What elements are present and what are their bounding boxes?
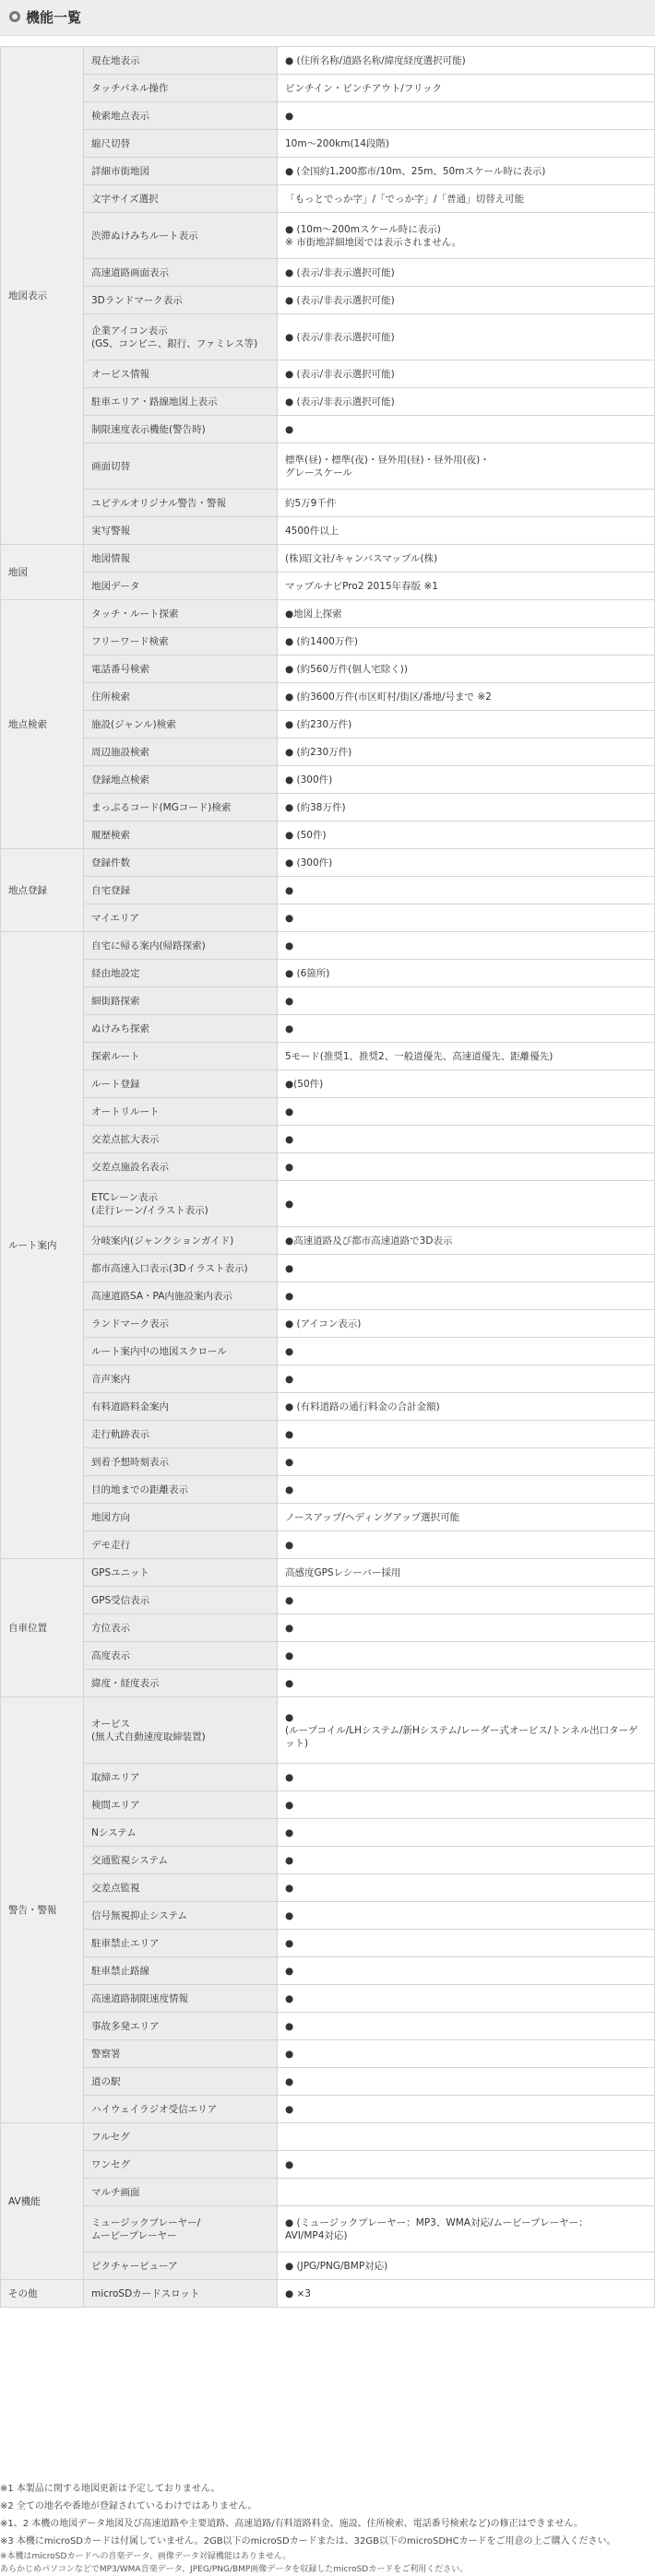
feature-name-cell: 制限速度表示機能(警告時)	[84, 416, 278, 443]
table-row	[1, 545, 655, 573]
category-cell: 地図	[1, 545, 84, 600]
feature-value-cell: 標準(昼)・標準(夜)・昼外用(昼)・昼外用(夜)・ グレースケール	[278, 443, 655, 490]
table-row	[1, 1764, 655, 1791]
feature-value-cell: ●	[278, 2040, 655, 2068]
feature-value-cell: ●地図上探索	[278, 600, 655, 628]
table-row	[1, 1070, 655, 1098]
feature-value-cell: マップルナビPro2 2015年春版 ※1	[278, 573, 655, 600]
feature-value-cell: ●	[278, 1587, 655, 1614]
table-row	[1, 1559, 655, 1587]
table-row	[1, 849, 655, 877]
feature-name-cell: GPS受信表示	[84, 1587, 278, 1614]
table-row	[1, 2013, 655, 2040]
table-row	[1, 1153, 655, 1181]
feature-value-cell: ● (約230万件)	[278, 711, 655, 739]
feature-name-cell: オービス (無人式自動速度取締装置)	[84, 1697, 278, 1764]
table-row	[1, 1531, 655, 1559]
footnote-line-2: あらかじめパソコンなどでMP3/WMA音楽データ、JPEG/PNG/BMP画像データを収録したmicroSDカードをご利用ください。	[0, 2565, 469, 2574]
feature-value-cell: 高感度GPSレシーバー採用	[278, 1559, 655, 1587]
feature-value-cell: ●	[278, 904, 655, 932]
feature-value-cell: ● ×3	[278, 2280, 655, 2308]
feature-name-cell: microSDカードスロット	[84, 2280, 278, 2308]
table-row	[1, 1957, 655, 1985]
feature-name-cell: 信号無視抑止システム	[84, 1902, 278, 1930]
section-header	[0, 0, 655, 36]
feature-value-cell: ●	[278, 1531, 655, 1559]
table-row	[1, 47, 655, 75]
feature-value-cell: ●	[278, 1448, 655, 1476]
feature-value-cell: ●	[278, 1819, 655, 1847]
feature-value-cell: 10m〜200km(14段階)	[278, 130, 655, 158]
feature-value-cell: ● (アイコン表示)	[278, 1310, 655, 1338]
feature-name-cell: 履歴検索	[84, 821, 278, 849]
category-cell: 自車位置	[1, 1559, 84, 1697]
table-row	[1, 517, 655, 545]
feature-name-cell: 自宅に帰る案内(帰路探索)	[84, 932, 278, 960]
feature-value-cell: ●	[278, 1764, 655, 1791]
feature-value-cell	[278, 2179, 655, 2206]
table-row	[1, 766, 655, 794]
table-row	[1, 1126, 655, 1153]
table-row	[1, 75, 655, 102]
table-row	[1, 2040, 655, 2068]
feature-name-cell: 到着予想時刻表示	[84, 1448, 278, 1476]
feature-value-cell: ● (表示/非表示選択可能)	[278, 360, 655, 388]
feature-name-cell: 取締エリア	[84, 1764, 278, 1791]
table-row	[1, 416, 655, 443]
feature-name-cell: オービス情報	[84, 360, 278, 388]
feature-value-cell: ●	[278, 1476, 655, 1504]
feature-name-cell: タッチ・ルート探索	[84, 600, 278, 628]
feature-value-cell: ● (50件)	[278, 821, 655, 849]
table-row	[1, 185, 655, 213]
feature-value-cell: ●高速道路及び都市高速道路で3D表示	[278, 1227, 655, 1255]
feature-value-cell: ●	[278, 2151, 655, 2179]
table-row	[1, 1504, 655, 1531]
table-row	[1, 1043, 655, 1070]
feature-value-cell: ●	[278, 1985, 655, 2013]
feature-name-cell: 道の駅	[84, 2068, 278, 2096]
feature-name-cell: まっぷるコード(MGコード)検索	[84, 794, 278, 821]
feature-value-cell: ● (有料道路の通行料金の合計金額)	[278, 1393, 655, 1421]
feature-table	[0, 46, 655, 2308]
feature-value-cell	[278, 2123, 655, 2151]
table-row	[1, 213, 655, 259]
feature-value-cell: (株)昭文社/キャンバスマップル(株)	[278, 545, 655, 573]
table-row	[1, 1791, 655, 1819]
feature-value-cell: ●	[278, 1098, 655, 1126]
table-row	[1, 1614, 655, 1642]
table-row	[1, 1985, 655, 2013]
table-row	[1, 1227, 655, 1255]
category-cell: 地点検索	[1, 600, 84, 849]
category-cell: その他	[1, 2280, 84, 2308]
feature-name-cell: ユピテルオリジナル警告・警報	[84, 490, 278, 517]
feature-value-cell: ●	[278, 932, 655, 960]
table-row	[1, 443, 655, 490]
feature-value-cell: ●	[278, 987, 655, 1015]
feature-value-cell: ●	[278, 1874, 655, 1902]
feature-value-cell: ●	[278, 2068, 655, 2096]
feature-name-cell: 警察署	[84, 2040, 278, 2068]
feature-name-cell: 交差点拡大表示	[84, 1126, 278, 1153]
notes-section	[0, 2480, 655, 2576]
feature-name-cell: 登録件数	[84, 849, 278, 877]
feature-name-cell: 検索地点表示	[84, 102, 278, 130]
feature-name-cell: 交差点施設名表示	[84, 1153, 278, 1181]
category-cell: AV機能	[1, 2123, 84, 2280]
table-row	[1, 102, 655, 130]
feature-name-cell: 企業アイコン表示 (GS、コンビニ、銀行、ファミレス等)	[84, 314, 278, 360]
feature-value-cell: ● (約230万件)	[278, 739, 655, 766]
feature-name-cell: 施設(ジャンル)検索	[84, 711, 278, 739]
table-row	[1, 904, 655, 932]
feature-value-cell: ●	[278, 1255, 655, 1282]
feature-value-cell: ● (ループコイル/LHシステム/新Hシステム/レーダー式オービス/トンネル出口ターゲット)	[278, 1697, 655, 1764]
feature-name-cell: Nシステム	[84, 1819, 278, 1847]
section-title: 機能一覧	[26, 9, 82, 26]
feature-value-cell: ●	[278, 102, 655, 130]
feature-value-cell: ●	[278, 416, 655, 443]
feature-value-cell: ●	[278, 1902, 655, 1930]
table-row	[1, 573, 655, 600]
table-row	[1, 1874, 655, 1902]
feature-name-cell: 登録地点検索	[84, 766, 278, 794]
feature-value-cell: ●	[278, 1338, 655, 1365]
table-row	[1, 2096, 655, 2123]
feature-name-cell: ルート案内中の地図スクロール	[84, 1338, 278, 1365]
table-row	[1, 158, 655, 185]
table-row	[1, 1902, 655, 1930]
feature-value-cell: ●	[278, 1126, 655, 1153]
table-row	[1, 711, 655, 739]
table-row	[1, 1476, 655, 1504]
feature-name-cell: GPSユニット	[84, 1559, 278, 1587]
feature-name-cell: 縮尺切替	[84, 130, 278, 158]
feature-value-cell: ● (住所名称/道路名称/緯度経度選択可能)	[278, 47, 655, 75]
feature-value-cell: ● (300件)	[278, 766, 655, 794]
feature-name-cell: マイエリア	[84, 904, 278, 932]
feature-name-cell: ルート登録	[84, 1070, 278, 1098]
feature-name-cell: 分岐案内(ジャンクションガイド)	[84, 1227, 278, 1255]
table-row	[1, 388, 655, 416]
feature-value-cell: 約5万9千件	[278, 490, 655, 517]
feature-name-cell: 検問エリア	[84, 1791, 278, 1819]
table-row	[1, 1448, 655, 1476]
feature-value-cell: ●	[278, 1282, 655, 1310]
feature-value-cell: ノースアップ/ヘディングアップ選択可能	[278, 1504, 655, 1531]
feature-name-cell: 方位表示	[84, 1614, 278, 1642]
feature-name-cell: ミュージックプレーヤー/ ムービープレーヤー	[84, 2206, 278, 2252]
feature-name-cell: 電話番号検索	[84, 656, 278, 683]
feature-name-cell: 高速道路制限速度情報	[84, 1985, 278, 2013]
feature-name-cell: 走行軌跡表示	[84, 1421, 278, 1448]
feature-name-cell: 緯度・経度表示	[84, 1670, 278, 1697]
feature-name-cell: 地図情報	[84, 545, 278, 573]
table-row	[1, 1365, 655, 1393]
table-row	[1, 877, 655, 904]
feature-value-cell: ●	[278, 1670, 655, 1697]
table-row	[1, 1393, 655, 1421]
feature-name-cell: 画面切替	[84, 443, 278, 490]
feature-value-cell: ●	[278, 2013, 655, 2040]
feature-value-cell: 4500件以上	[278, 517, 655, 545]
feature-name-cell: 高度表示	[84, 1642, 278, 1670]
feature-name-cell: 実写警報	[84, 517, 278, 545]
feature-value-cell: ● (全国約1,200都市/10m、25m、50mスケール時に表示)	[278, 158, 655, 185]
table-row	[1, 1338, 655, 1365]
table-row	[1, 2068, 655, 2096]
table-row	[1, 490, 655, 517]
feature-value-cell: ● (6箇所)	[278, 960, 655, 987]
feature-name-cell: 駐車エリア・路線地図上表示	[84, 388, 278, 416]
table-row	[1, 2123, 655, 2151]
table-row	[1, 794, 655, 821]
table-row	[1, 2252, 655, 2280]
feature-value-cell: ●	[278, 1847, 655, 1874]
table-row	[1, 1098, 655, 1126]
table-row	[1, 1282, 655, 1310]
category-cell: 警告・警報	[1, 1697, 84, 2123]
feature-value-cell: ●	[278, 877, 655, 904]
note-2: ※2 全ての地名や番地が登録されているわけではありません。	[0, 2501, 257, 2511]
feature-value-cell: ● (表示/非表示選択可能)	[278, 287, 655, 314]
note-1: ※1 本製品に関する地図更新は予定しておりません。	[0, 2484, 220, 2494]
feature-name-cell: 経由地設定	[84, 960, 278, 987]
feature-name-cell: ワンセグ	[84, 2151, 278, 2179]
table-row	[1, 1670, 655, 1697]
feature-name-cell: 音声案内	[84, 1365, 278, 1393]
table-row	[1, 1310, 655, 1338]
table-row	[1, 2151, 655, 2179]
feature-table-wrapper	[0, 46, 655, 2308]
feature-name-cell: 細街路探索	[84, 987, 278, 1015]
feature-name-cell: ピクチャービューア	[84, 2252, 278, 2280]
feature-name-cell: ランドマーク表示	[84, 1310, 278, 1338]
feature-value-cell: ●	[278, 2096, 655, 2123]
feature-name-cell: デモ走行	[84, 1531, 278, 1559]
feature-value-cell: ● (表示/非表示選択可能)	[278, 259, 655, 287]
feature-name-cell: 3Dランドマーク表示	[84, 287, 278, 314]
table-row	[1, 739, 655, 766]
feature-name-cell: 事故多発エリア	[84, 2013, 278, 2040]
feature-value-cell: ● (ミュージックプレーヤー：MP3、WMA対応/ムービープレーヤー： AVI/MP4対応)	[278, 2206, 655, 2252]
table-row	[1, 1587, 655, 1614]
table-row	[1, 1930, 655, 1957]
feature-value-cell: 「もっとでっか字」/「でっか字」/「普通」切替え可能	[278, 185, 655, 213]
feature-name-cell: 高速道路SA・PA内施設案内表示	[84, 1282, 278, 1310]
feature-name-cell: 目的地までの距離表示	[84, 1476, 278, 1504]
feature-value-cell: ● (表示/非表示選択可能)	[278, 388, 655, 416]
feature-value-cell: ●	[278, 1791, 655, 1819]
feature-name-cell: 地図方向	[84, 1504, 278, 1531]
feature-value-cell: ●	[278, 1153, 655, 1181]
feature-name-cell: フルセグ	[84, 2123, 278, 2151]
feature-name-cell: 文字サイズ選択	[84, 185, 278, 213]
feature-value-cell: ●	[278, 1957, 655, 1985]
category-cell: ルート案内	[1, 932, 84, 1559]
footnote-line-1: ※本機はmicroSDカードへの音楽データ、画像データ対録機能はありません。	[0, 2552, 292, 2561]
table-row	[1, 987, 655, 1015]
feature-name-cell: 交差点監視	[84, 1874, 278, 1902]
feature-name-cell: 詳細市街地図	[84, 158, 278, 185]
feature-name-cell: 渋滞ぬけみちルート表示	[84, 213, 278, 259]
feature-name-cell: ETCレーン表示 (走行レーン/イラスト表示)	[84, 1181, 278, 1227]
feature-name-cell: 都市高速入口表示(3Dイラスト表示)	[84, 1255, 278, 1282]
table-row	[1, 1421, 655, 1448]
table-row	[1, 1015, 655, 1043]
circle-bullet-icon	[9, 11, 20, 22]
table-row	[1, 1255, 655, 1282]
feature-name-cell: ハイウェイラジオ受信エリア	[84, 2096, 278, 2123]
table-row	[1, 360, 655, 388]
feature-value-cell: ●	[278, 1930, 655, 1957]
table-row	[1, 683, 655, 711]
feature-name-cell: 駐車禁止路線	[84, 1957, 278, 1985]
feature-value-cell: ● (約1400万件)	[278, 628, 655, 656]
feature-value-cell: ●	[278, 1365, 655, 1393]
table-row	[1, 656, 655, 683]
feature-value-cell: ●	[278, 1421, 655, 1448]
category-cell: 地図表示	[1, 47, 84, 545]
feature-name-cell: 現在地表示	[84, 47, 278, 75]
feature-name-cell: 周辺施設検索	[84, 739, 278, 766]
feature-name-cell: 有料道路料金案内	[84, 1393, 278, 1421]
table-row	[1, 600, 655, 628]
table-row	[1, 628, 655, 656]
table-row	[1, 1642, 655, 1670]
feature-value-cell: ●	[278, 1015, 655, 1043]
feature-value-cell: ●	[278, 1181, 655, 1227]
feature-name-cell: マルチ画面	[84, 2179, 278, 2206]
feature-value-cell: 5モード(推奨1、推奨2、一般道優先、高速道優先、距離優先)	[278, 1043, 655, 1070]
feature-name-cell: ぬけみち探索	[84, 1015, 278, 1043]
feature-value-cell: ● (表示/非表示選択可能)	[278, 314, 655, 360]
feature-value-cell: ● (JPG/PNG/BMP対応)	[278, 2252, 655, 2280]
table-row	[1, 259, 655, 287]
table-row	[1, 130, 655, 158]
table-row	[1, 314, 655, 360]
table-row	[1, 821, 655, 849]
feature-value-cell: ● (約560万件(個人宅除く))	[278, 656, 655, 683]
table-row	[1, 1181, 655, 1227]
feature-name-cell: 自宅登録	[84, 877, 278, 904]
table-row	[1, 960, 655, 987]
table-row	[1, 2280, 655, 2308]
feature-value-cell: ●(50件)	[278, 1070, 655, 1098]
feature-value-cell: ピンチイン・ピンチアウト/フリック	[278, 75, 655, 102]
feature-name-cell: 駐車禁止エリア	[84, 1930, 278, 1957]
feature-value-cell: ● (約38万件)	[278, 794, 655, 821]
feature-name-cell: 高速道路画面表示	[84, 259, 278, 287]
table-row	[1, 932, 655, 960]
table-row	[1, 2179, 655, 2206]
table-row	[1, 287, 655, 314]
feature-value-cell: ● (10m〜200mスケール時に表示) ※ 市街地詳細地図では表示されません。	[278, 213, 655, 259]
note-3: ※1、2 本機の地図データ地図及び高速道路や主要道路、高速道路/有料道路料金、施設、住所検索、電話番号検索など)の修正はできません。	[0, 2519, 584, 2529]
table-row	[1, 1697, 655, 1764]
category-cell: 地点登録	[1, 849, 84, 932]
feature-name-cell: 探索ルート	[84, 1043, 278, 1070]
table-row	[1, 1847, 655, 1874]
feature-value-cell: ● (300件)	[278, 849, 655, 877]
feature-value-cell: ● (約3600万件(市区町村/街区/番地/号まで ※2	[278, 683, 655, 711]
table-row	[1, 1819, 655, 1847]
feature-value-cell: ●	[278, 1614, 655, 1642]
table-row	[1, 2206, 655, 2252]
feature-name-cell: フリーワード検索	[84, 628, 278, 656]
feature-value-cell: ●	[278, 1642, 655, 1670]
feature-name-cell: 交通監視システム	[84, 1847, 278, 1874]
note-4: ※3 本機にmicroSDカードは付属していません。2GB以下のmicroSDカードまたは、32GB以下のmicroSDHCカードをご用意の上ご購入ください。	[0, 2536, 616, 2546]
feature-name-cell: 住所検索	[84, 683, 278, 711]
feature-name-cell: タッチパネル操作	[84, 75, 278, 102]
feature-name-cell: オートリルート	[84, 1098, 278, 1126]
feature-name-cell: 地図データ	[84, 573, 278, 600]
